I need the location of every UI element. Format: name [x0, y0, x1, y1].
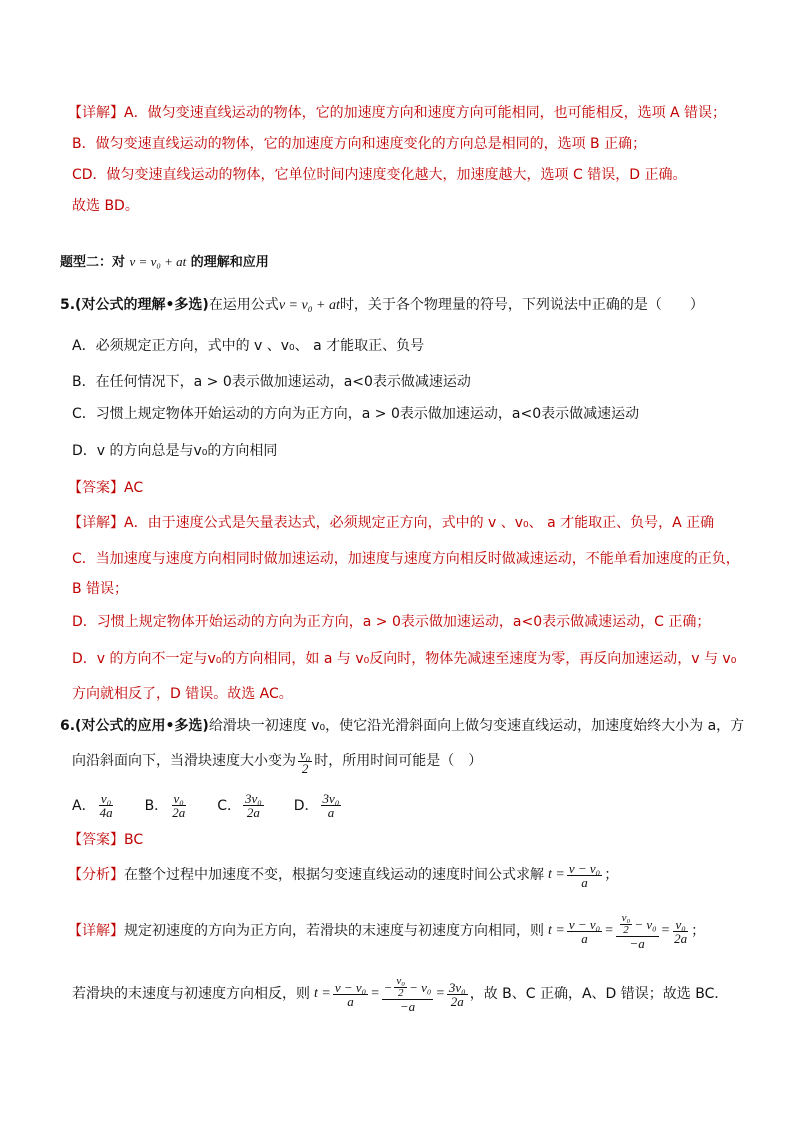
- detail-line-2: B．做匀变速直线运动的物体，它的加速度方向和速度变化的方向总是相同的，选项 B 正确；: [72, 136, 647, 152]
- q6-detail-1: 【详解】 规定初速度的方向为正方向，若滑块的末速度与初速度方向相同，则 t = $\frac{\text{v − v₀}}{a}$ = $\frac{\text{v₀}}{2}$ − v₀ −a = $\frac{\text{v₀}}{2a}$ ；: [68, 911, 706, 951]
- q6-analysis: 【分析】 在整个过程中加速度不变，根据匀变速直线运动的速度时间公式求解 t = $\frac{\text{v − v₀}}{a}$ ；: [68, 860, 619, 890]
- q5-option-a: A．必须规定正方向，式中的 v 、v₀、 a 才能取正、负号: [72, 338, 425, 354]
- q5-detail-1: 【详解】A．由于速度公式是矢量表达式，必须规定正方向，式中的 v 、v₀、 a 才能取正、负号，A 正确: [68, 515, 715, 531]
- question-5-stem: 5.(对公式的理解•多选)在运用公式v = v₀ + at时，关于各个物理量的符号，下列说法中正确的是（ ）: [60, 297, 704, 313]
- question-6-stem-2: 向沿斜面向下，当滑块速度大小变为 $\frac{\text{v₀}}{2}$ 时，所用时间可能是（ ）: [72, 746, 483, 776]
- q5-detail-2: C．当加速度与速度方向相同时做加速运动，加速度与速度方向相反时做减速运动，不能单看加速度的正负，: [72, 551, 740, 567]
- q6-option-a: A． $\frac{\text{v₀}}{4a}$: [72, 790, 113, 820]
- q5-detail-4: D．习惯上规定物体开始运动的方向为正方向，a > 0表示做加速运动，a<0表示做减速运动，C 正确；: [72, 614, 711, 630]
- q6-option-b: B． $\frac{\text{v₀}}{2a}$: [144, 790, 186, 820]
- q6-detail-2: 若滑块的末速度与初速度方向相反，则 t = $\frac{\text{v − v₀}}{a}$ = − $\frac{\text{v₀}}{2}$ − v₀ −a = $\frac{\text{3v₀}}{2a}$ ，故 B、C 正确，A、D 错误；故选 BC．: [72, 974, 729, 1014]
- q6-option-d: D． $\frac{\text{3v₀}}{a}$: [293, 790, 340, 820]
- q6-option-c: C． $\frac{\text{3v₀}}{2a}$: [217, 790, 262, 820]
- detail-line-3: CD．做匀变速直线运动的物体，它单位时间内速度变化越大，加速度越大，选项 C 错误，D 正确。: [72, 167, 687, 183]
- q5-detail-3: B 错误；: [72, 581, 129, 597]
- detail-line-1: 【详解】A．做匀变速直线运动的物体，它的加速度方向和速度方向可能相同，也可能相反，选项 A 错误；: [68, 105, 727, 121]
- detail-tag: 【详解】: [68, 105, 124, 121]
- q5-detail-6: 方向就相反了，D 错误。故选 AC。: [72, 686, 293, 702]
- q5-detail-5: D．v 的方向不一定与v₀的方向相同，如 a 与 v₀反向时，物体先减速至速度为零，再反向加速运动，v 与 v₀: [72, 651, 737, 667]
- q5-option-b: B．在任何情况下，a > 0表示做加速运动，a<0表示做减速运动: [72, 374, 471, 390]
- q5-answer: 【答案】AC: [68, 480, 144, 496]
- q5-option-d: D．v 的方向总是与v₀的方向相同: [72, 443, 278, 459]
- section-heading: 题型二：对 v = v₀ + at 的理解和应用: [60, 254, 269, 270]
- half-v0-fraction: $\frac{\text{v₀}}{2}$: [300, 746, 311, 776]
- q5-option-c: C．习惯上规定物体开始运动的方向为正方向，a > 0表示做加速运动，a<0表示做减速运动: [72, 406, 640, 422]
- q6-options: [72, 788, 371, 822]
- question-6-stem: 6.(对公式的应用•多选)给滑块一初速度 v₀，使它沿光滑斜面向上做匀变速直线运动，加速度始终大小为 a，方: [60, 718, 745, 734]
- detail-line-4: 故选 BD。: [72, 198, 139, 214]
- q6-answer: 【答案】BC: [68, 832, 144, 848]
